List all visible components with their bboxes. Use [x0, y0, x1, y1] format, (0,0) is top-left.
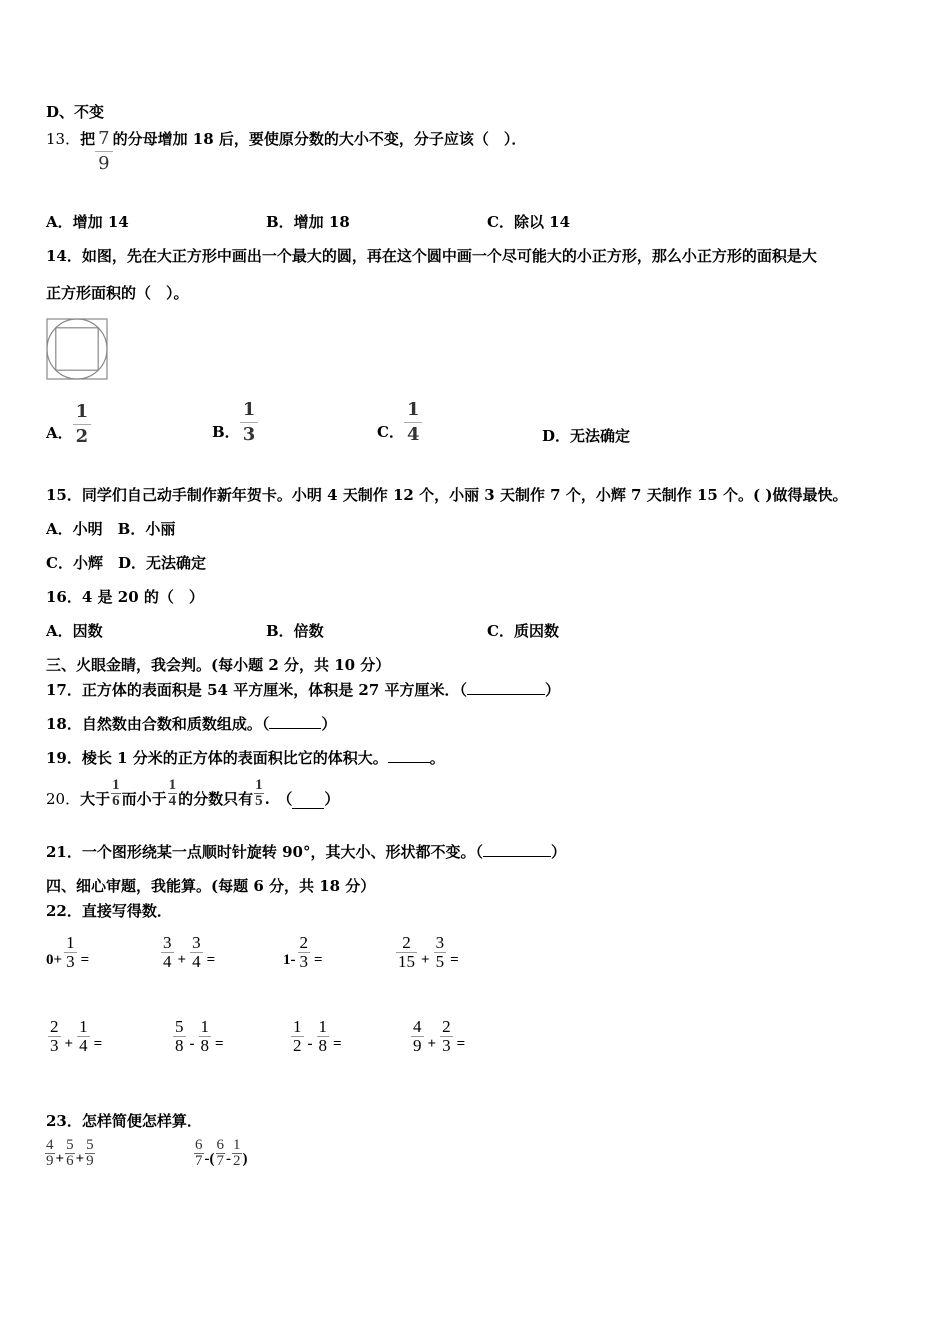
denominator: 8: [175, 1036, 184, 1055]
q17-answer-blank[interactable]: [467, 680, 545, 695]
q14-option-d: D．无法确定: [542, 427, 631, 445]
q22-expr-2-operator: +: [177, 952, 187, 968]
q13-number: 13．: [46, 130, 81, 148]
q20-number: 20．: [46, 790, 81, 808]
q23-expr-2-fraction-c: [232, 1138, 242, 1169]
q23-expr-1-fraction-b: [65, 1138, 75, 1169]
q22-expr-4-fraction-b: [434, 934, 447, 971]
q15-stem: 15．同学们自己动手制作新年贺卡。小明 4 天制作 12 个，小丽 3 天制作 7 个，小辉 7 天制作 15 个。( )做得最快。: [46, 486, 848, 504]
denominator: 2: [233, 1153, 241, 1169]
q22-expr-6: [171, 1018, 226, 1055]
small-square: [56, 328, 98, 370]
q22-expr-7-fraction-b: [317, 1018, 330, 1055]
q12-option-d: D、不变: [46, 103, 105, 121]
q14-option-a-denominator: 2: [73, 424, 92, 449]
q22-expr-4: [394, 934, 461, 971]
q22-expr-6-fraction-b: [199, 1018, 212, 1055]
q13-fraction: [95, 127, 112, 176]
q20: [46, 778, 339, 809]
q22-expr-7-operator: -: [307, 1036, 313, 1052]
section-4-heading: 四、细心审题，我能算。(每题 6 分，共 18 分）: [46, 877, 376, 895]
q19-end: 。: [429, 749, 445, 767]
q14-option-a: [46, 400, 91, 449]
numerator: 2: [402, 933, 411, 952]
q14-option-c-numerator: 1: [406, 399, 420, 420]
q22-expr-3-equals: =: [314, 952, 323, 968]
q14-option-c-label: C．: [377, 422, 404, 441]
q23-title: 23．怎样简便怎样算．: [46, 1112, 202, 1130]
numerator: 4: [46, 1137, 54, 1153]
q13-option-b: B．增加 18: [266, 213, 350, 231]
q20-answer-blank[interactable]: [292, 794, 324, 809]
q20-fraction-2-numerator: 1: [168, 777, 177, 793]
q22-expr-7-fraction-a: [291, 1018, 304, 1055]
q22-expr-5-operator: +: [64, 1036, 74, 1052]
q22-expr-2: [159, 934, 217, 971]
denominator: 9: [86, 1153, 94, 1169]
q22-expr-7: [289, 1018, 344, 1055]
q22-expr-4-equals: =: [450, 952, 459, 968]
q22-expr-8-operator: +: [427, 1036, 437, 1052]
q20-fraction-2: [168, 778, 178, 809]
q23-expr-1-operator-1: +: [55, 1151, 65, 1167]
denominator: 4: [79, 1036, 88, 1055]
q19-answer-blank[interactable]: [388, 748, 430, 763]
numerator: 6: [216, 1137, 224, 1153]
q23-expr-1: [44, 1138, 96, 1169]
q23-expr-2-fraction-a: [194, 1138, 204, 1169]
denominator: 9: [413, 1036, 422, 1055]
q14-option-b-denominator: 3: [240, 422, 259, 447]
q22-expr-2-equals: =: [206, 952, 216, 968]
q16-option-a: A．因数: [46, 622, 103, 640]
denominator: 3: [50, 1036, 59, 1055]
q22-expr-6-fraction-a: [173, 1018, 186, 1055]
q19: [46, 748, 445, 768]
q14-option-c-fraction: [404, 398, 423, 447]
q19-text: 19．棱长 1 分米的正方体的表面积比它的体积大。: [46, 749, 388, 767]
q14-option-c-denominator: 4: [404, 422, 423, 447]
q22-expr-4-operator: +: [421, 952, 430, 968]
q14-option-c: [377, 398, 422, 447]
numerator: 5: [86, 1137, 94, 1153]
q17-text: 17．正方体的表面积是 54 平方厘米，体积是 27 平方厘米．（: [46, 681, 468, 699]
denominator: 6: [66, 1153, 74, 1169]
denominator: 8: [318, 1036, 327, 1055]
q14-option-a-fraction: [73, 400, 92, 449]
q13-fraction-denominator: 9: [95, 151, 112, 176]
q21-end: ）: [550, 843, 566, 861]
q14-option-a-label: A．: [46, 423, 73, 442]
numerator: 5: [175, 1017, 184, 1036]
q14-option-b: [212, 398, 258, 447]
q13-fraction-numerator: 7: [98, 128, 110, 149]
q23-expr-2-operator-1: -(: [204, 1151, 215, 1167]
q23-expr-2: [193, 1138, 248, 1169]
q20-fraction-3-numerator: 1: [255, 777, 263, 793]
q22-expr-2-fraction-b: [190, 934, 203, 971]
numerator: 1: [79, 1017, 88, 1036]
q20-part3: 的分数只有: [178, 790, 254, 808]
q20-fraction-1: [111, 778, 121, 809]
q22-expr-8: [409, 1018, 467, 1055]
numerator: 1: [66, 933, 75, 952]
numerator: 1: [318, 1017, 327, 1036]
q22-expr-1-equals: =: [80, 952, 90, 968]
q14-option-b-numerator: 1: [242, 399, 256, 420]
q22-expr-8-equals: =: [456, 1036, 466, 1052]
q23-expr-1-fraction-c: [85, 1138, 95, 1169]
q22-expr-5: [46, 1018, 104, 1055]
q22-expr-3-prefix: 1-: [283, 952, 296, 968]
numerator: 6: [195, 1137, 203, 1153]
q14-stem-line2: 正方形面积的（ ）。: [46, 284, 189, 302]
q22-expr-5-equals: =: [93, 1036, 103, 1052]
q18-end: ）: [321, 715, 337, 733]
q23-expr-1-operator-2: +: [75, 1151, 85, 1167]
q22-expr-6-equals: =: [215, 1036, 224, 1052]
q17-end: ）: [545, 681, 561, 699]
denominator: 4: [192, 952, 201, 971]
q15-options-row2: C．小辉 D．无法确定: [46, 554, 206, 572]
q18-text: 18．自然数由合数和质数组成。（: [46, 715, 270, 733]
numerator: 3: [163, 933, 172, 952]
numerator: 2: [299, 933, 308, 952]
q14-stem-line1: 14．如图，先在大正方形中画出一个最大的圆，再在这个圆中画一个尽可能大的小正方形，那么小正方形的面积是大: [46, 247, 817, 265]
q16-option-b: B．倍数: [266, 622, 324, 640]
denominator: 8: [200, 1036, 209, 1055]
q20-part2: 而小于: [121, 790, 167, 808]
q18-answer-blank[interactable]: [269, 714, 321, 729]
q20-part1: 大于: [80, 790, 111, 808]
q22-title: 22．直接写得数．: [46, 902, 172, 920]
q16-option-c: C．质因数: [487, 622, 559, 640]
denominator: 3: [299, 952, 308, 971]
q14-option-a-numerator: 1: [75, 401, 89, 422]
denominator: 7: [195, 1153, 203, 1169]
numerator: 3: [192, 933, 201, 952]
q22-expr-6-operator: -: [189, 1036, 195, 1052]
q18: [46, 714, 336, 734]
numerator: 2: [50, 1017, 59, 1036]
denominator: 5: [435, 952, 445, 971]
q21-text: 21．一个图形绕某一点顺时针旋转 90°，其大小、形状都不变。（: [46, 843, 483, 861]
denominator: 2: [293, 1036, 302, 1055]
q22-expr-2-fraction-a: [161, 934, 174, 971]
denominator: 4: [163, 952, 172, 971]
section-3-heading: 三、火眼金睛，我会判。(每小题 2 分，共 10 分）: [46, 656, 391, 674]
q17: [46, 680, 560, 700]
square-circle-diagram: [46, 318, 109, 381]
denominator: 7: [216, 1153, 224, 1169]
q20-fraction-3: [254, 778, 264, 809]
denominator: 9: [46, 1153, 54, 1169]
q22-expr-7-equals: =: [333, 1036, 342, 1052]
q20-fraction-3-denominator: 5: [255, 793, 263, 809]
q22-expr-5-fraction-b: [77, 1018, 90, 1055]
numerator: 1: [293, 1017, 302, 1036]
q21-answer-blank[interactable]: [483, 842, 551, 857]
numerator: 4: [413, 1017, 422, 1036]
q13-option-a: A．增加 14: [46, 213, 129, 231]
q22-expr-4-fraction-a: [396, 934, 417, 971]
q22-expr-8-fraction-a: [411, 1018, 424, 1055]
q20-fraction-1-denominator: 6: [112, 793, 120, 809]
q21: [46, 842, 566, 862]
denominator: 15: [398, 952, 415, 971]
q22-expr-3-fraction: [298, 934, 311, 971]
numerator: 1: [200, 1017, 209, 1036]
numerator: 2: [442, 1017, 451, 1036]
q15-options-row1: A．小明 B．小丽: [46, 520, 176, 538]
denominator: 3: [442, 1036, 451, 1055]
q23-expr-2-fraction-b: [216, 1138, 226, 1169]
numerator: 5: [66, 1137, 74, 1153]
q20-fraction-2-denominator: 4: [168, 793, 177, 809]
numerator: 3: [435, 933, 445, 952]
q23-expr-2-operator-2: -: [226, 1151, 231, 1167]
q23-expr-1-fraction-a: [45, 1138, 55, 1169]
q20-fraction-1-numerator: 1: [112, 777, 120, 793]
q13-stem: [46, 127, 526, 176]
q22-expr-3: [283, 934, 325, 971]
q22-expr-1-prefix: 0+: [46, 952, 63, 968]
q20-end: ）: [324, 790, 340, 808]
q22-expr-5-fraction-a: [48, 1018, 61, 1055]
q13-post: 的分母增加 18 后，要使原分数的大小不变，分子应该（ ）．: [112, 130, 527, 148]
denominator: 3: [66, 952, 75, 971]
q22-expr-1-fraction: [64, 934, 77, 971]
q20-part4: . （: [264, 790, 293, 808]
q13-option-c: C．除以 14: [487, 213, 571, 231]
q23-expr-2-close-paren: ): [242, 1151, 248, 1167]
numerator: 1: [233, 1137, 241, 1153]
q14-option-b-fraction: [240, 398, 259, 447]
q22-expr-1: [46, 934, 91, 971]
q13-pre: 把: [80, 130, 96, 148]
q14-option-b-label: B．: [212, 422, 240, 441]
q22-expr-8-fraction-b: [440, 1018, 453, 1055]
q16-stem: 16．4 是 20 的（ ）: [46, 588, 204, 606]
